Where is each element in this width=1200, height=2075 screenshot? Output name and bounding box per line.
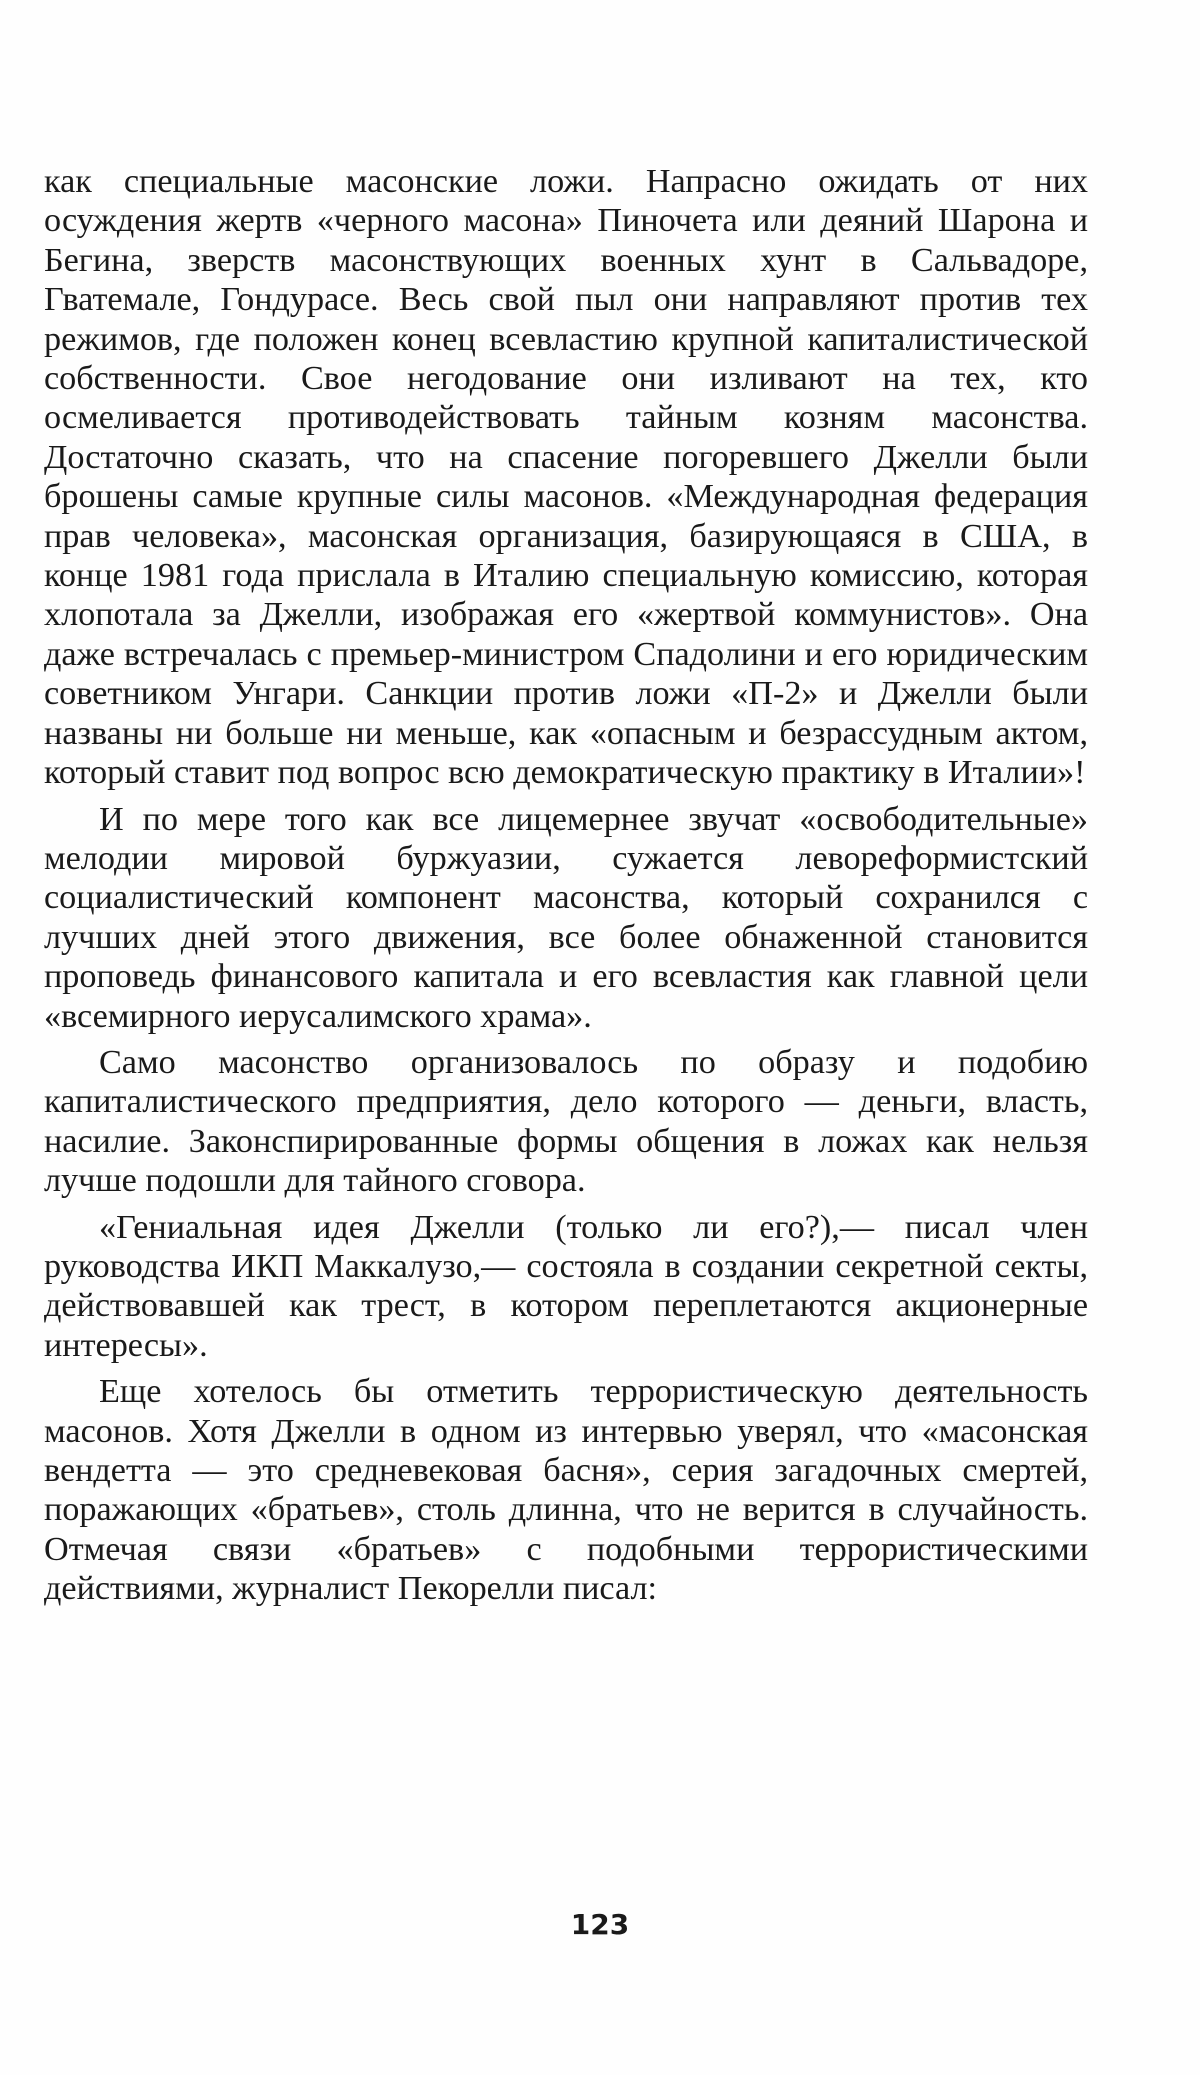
paragraph: Само масонство организовалось по образу и подобию капиталистического предприятия, дело которого — деньги, власть, насилие. Законспирированные формы общения в ложах как нельзя лучше подошли для тайного сговора. (44, 1043, 1088, 1200)
paragraph: Еще хотелось бы отметить террористическую деятельность масонов. Хотя Джелли в одном из интервью уверял, что «масонская вендетта — это средневековая басня», серия загадочных смертей, поражающих «братьев», столь длинна, что не верится в случайность. Отмечая связи «братьев» с подобными террористическими действиями, журналист Пекорелли писал: (44, 1373, 1088, 1608)
page-number: 123 (570, 1908, 630, 1941)
body-text (44, 162, 1088, 1616)
paragraph: И по мере того как все лицемернее звучат «освободительные» мелодии мировой буржуазии, сужается левореформистский социалистический компонент масонства, который сохранился с лучших дней этого движения, все более обнаженной становится проповедь финансового капитала и его всевластия как главной цели «всемирного иерусалимского храма». (44, 800, 1088, 1035)
paragraph: «Гениальная идея Джелли (только ли его?),— писал член руководства ИКП Маккалузо,— состояла в создании секретной секты, действовавшей как трест, в котором переплетаются акционерные интересы». (44, 1208, 1088, 1364)
paragraph: как специальные масонские ложи. Напрасно ожидать от них осуждения жертв «черного масона» Пиночета или деяний Шарона и Бегина, зверств масонствующих военных хунт в Сальвадоре, Гватемале, Гондурасе. Весь свой пыл они направляют против тех режимов, где положен конец всевластию крупной капиталистической собственности. Свое негодование они изливают на тех, кто осмеливается противодействовать тайным козням масонства. Достаточно сказать, что на спасение погоревшего Джелли были брошены самые крупные силы масонов. «Международная федерация прав человека», масонская организация, базирующаяся в США, в конце 1981 года прислала в Италию специальную комиссию, которая хлопотала за Джелли, изображая его «жертвой коммунистов». Она даже встречалась с премьер-министром Спадолини и его юридическим советником Унгари. Санкции против ложи «П-2» и Джелли были названы ни больше ни меньше, как «опасным и безрассудным актом, который ставит под вопрос всю демократическую практику в Италии»! (44, 163, 1088, 792)
